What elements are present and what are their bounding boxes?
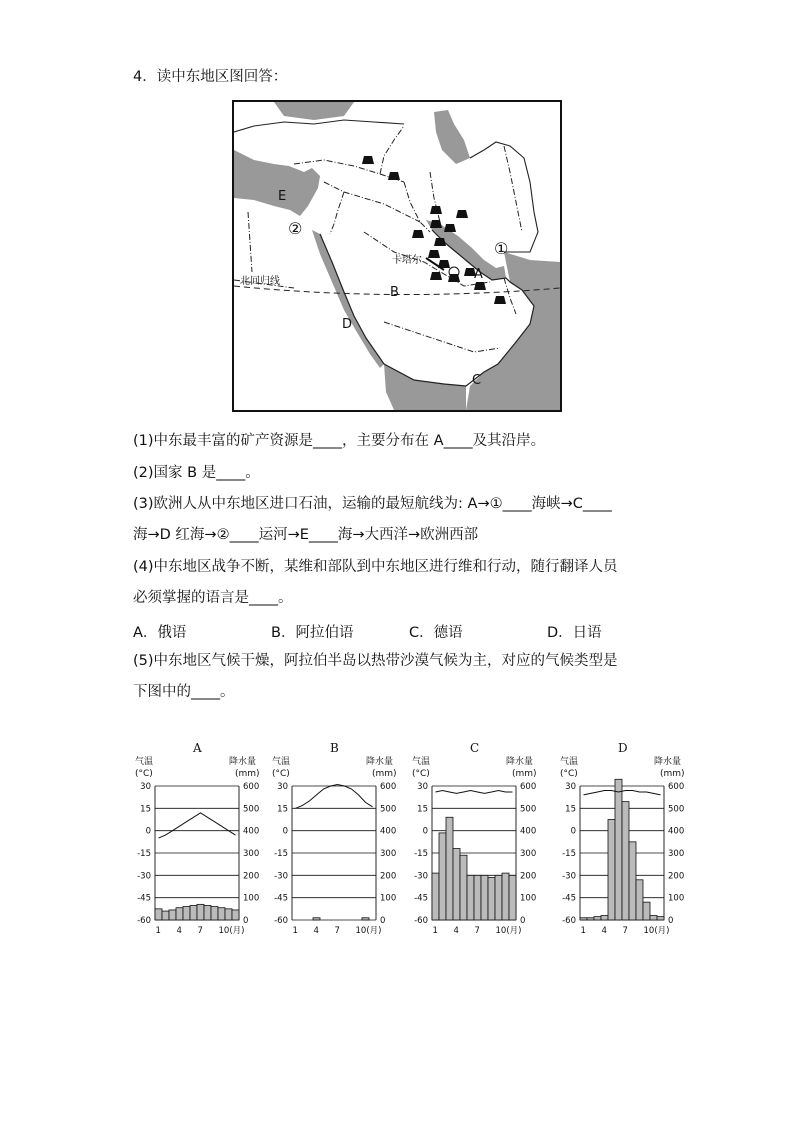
oil-icon <box>494 296 506 304</box>
oil-icon <box>430 206 442 214</box>
precip-bar <box>622 802 629 920</box>
precip-tick-label: 0 <box>243 916 249 926</box>
left-axis-label: 气温 <box>560 757 579 767</box>
month-tick-label: 10(月) <box>643 926 670 936</box>
chart-title: A <box>193 741 202 755</box>
left-axis-unit: (°C) <box>135 769 153 779</box>
temp-tick-label: -30 <box>137 871 151 882</box>
temp-tick-label: -30 <box>414 871 428 882</box>
iran-coast <box>470 142 538 252</box>
precip-bar <box>587 918 594 920</box>
label-circle1: ① <box>494 239 509 258</box>
temperature-line <box>296 785 373 809</box>
oil-icon <box>388 172 400 180</box>
climate-chart-a <box>135 741 260 936</box>
label-d: D <box>342 317 353 332</box>
precip-tick-label: 400 <box>380 826 397 837</box>
oil-icon <box>438 260 450 268</box>
sub-question-3b: 海→D 红海→②____运河→E____海→大西洋→欧洲西部 <box>133 527 479 543</box>
question-title: 4．读中东地区图回答： <box>133 69 288 85</box>
precip-bar <box>190 905 197 920</box>
precip-tick-label: 200 <box>520 871 537 882</box>
precip-bar <box>204 905 211 920</box>
precip-tick-label: 200 <box>380 871 397 882</box>
temp-tick-label: -45 <box>137 893 151 904</box>
right-axis-label: 降水量 <box>654 757 682 767</box>
oil-icon <box>474 282 486 290</box>
precip-tick-label: 300 <box>380 849 397 859</box>
oil-icon <box>430 272 442 280</box>
option-c: C．德语 <box>409 625 463 641</box>
month-tick-label: 1 <box>292 926 298 936</box>
climate-charts <box>0 736 794 946</box>
oil-icon <box>434 238 446 246</box>
precip-bar <box>502 873 509 920</box>
precip-tick-label: 100 <box>520 893 537 904</box>
precip-tick-label: 400 <box>520 826 537 837</box>
temp-tick-label: 30 <box>417 782 428 792</box>
month-tick-label: 7 <box>197 926 203 936</box>
precip-bar <box>643 902 650 920</box>
precip-tick-label: 600 <box>243 782 260 792</box>
chart-title: C <box>470 741 480 755</box>
option-d: D．日语 <box>547 625 602 641</box>
precip-bar <box>446 817 453 920</box>
temp-tick-label: 30 <box>565 782 576 792</box>
precip-bar <box>460 855 467 920</box>
sub-question-5b: 下图中的____。 <box>133 684 235 700</box>
right-axis-unit: (mm) <box>372 769 397 779</box>
precip-bar <box>155 909 162 920</box>
precip-tick-label: 600 <box>380 782 397 792</box>
label-circle2: ② <box>288 219 303 238</box>
precip-bar <box>629 842 636 920</box>
temp-tick-label: 15 <box>417 804 428 815</box>
right-axis-unit: (mm) <box>235 769 260 779</box>
climate-chart-c <box>412 741 537 936</box>
right-axis-unit: (mm) <box>512 769 537 779</box>
climate-chart-d <box>560 741 685 936</box>
month-tick-label: 4 <box>313 926 319 936</box>
label-a: A <box>474 267 483 282</box>
month-tick-label: 4 <box>176 926 182 936</box>
temp-tick-label: -60 <box>562 916 576 926</box>
precip-tick-label: 500 <box>520 804 537 815</box>
precip-bar <box>211 907 218 920</box>
precip-tick-label: 500 <box>668 804 685 815</box>
temp-tick-label: 15 <box>565 804 576 815</box>
label-tropic: 北回归线 <box>240 276 280 287</box>
left-axis-unit: (°C) <box>412 769 430 779</box>
precip-bar <box>615 779 622 920</box>
temp-tick-label: -60 <box>274 916 288 926</box>
left-axis-label: 气温 <box>272 757 291 767</box>
precip-bar <box>183 907 190 920</box>
temp-tick-label: 0 <box>570 826 576 837</box>
oil-icon <box>456 210 468 218</box>
precip-bar <box>176 908 183 920</box>
precip-bar <box>608 820 615 921</box>
precip-bar <box>362 918 369 920</box>
chart-title: B <box>330 741 339 755</box>
borders <box>234 126 522 352</box>
month-tick-label: 4 <box>453 926 459 936</box>
sub-question-5a: (5)中东地区气候干燥，阿拉伯半岛以热带沙漠气候为主，对应的气候类型是 <box>133 653 618 669</box>
temp-tick-label: -30 <box>562 871 576 882</box>
left-axis-unit: (°C) <box>560 769 578 779</box>
precip-bar <box>650 916 657 920</box>
month-tick-label: 10(月) <box>355 926 382 936</box>
chart-title: D <box>618 741 628 755</box>
precip-bar <box>594 917 601 920</box>
month-tick-label: 10(月) <box>218 926 245 936</box>
precip-tick-label: 0 <box>380 916 386 926</box>
month-tick-label: 7 <box>474 926 480 936</box>
temp-tick-label: -15 <box>274 849 288 859</box>
precip-bar <box>636 880 643 920</box>
right-axis-label: 降水量 <box>506 757 534 767</box>
left-axis-label: 气温 <box>412 757 431 767</box>
right-axis-unit: (mm) <box>660 769 685 779</box>
label-b: B <box>390 285 399 300</box>
precip-bar <box>225 909 232 920</box>
precip-bar <box>467 875 474 920</box>
option-a: A．俄语 <box>133 625 187 641</box>
sub-question-2: (2)国家 B 是____。 <box>133 465 260 481</box>
precip-tick-label: 100 <box>380 893 397 904</box>
left-axis-label: 气温 <box>135 757 154 767</box>
month-tick-label: 10(月) <box>495 926 522 936</box>
oil-icon <box>444 224 456 232</box>
precip-tick-label: 600 <box>520 782 537 792</box>
precip-tick-label: 0 <box>520 916 526 926</box>
option-b: B．阿拉伯语 <box>271 625 354 641</box>
temperature-line <box>159 813 236 838</box>
precip-tick-label: 300 <box>243 849 260 859</box>
temp-tick-label: 0 <box>422 826 428 837</box>
temp-tick-label: -60 <box>137 916 151 926</box>
precip-bar <box>453 849 460 920</box>
month-tick-label: 7 <box>334 926 340 936</box>
temp-tick-label: -30 <box>274 871 288 882</box>
turkey-coast <box>234 120 404 132</box>
precip-bar <box>197 904 204 920</box>
temp-tick-label: -15 <box>562 849 576 859</box>
precip-bar <box>232 910 239 920</box>
precip-tick-label: 100 <box>668 893 685 904</box>
precip-bar <box>432 873 439 920</box>
precip-bar <box>488 878 495 920</box>
precip-bar <box>474 875 481 920</box>
month-tick-label: 4 <box>601 926 607 936</box>
sub-question-4a: (4)中东地区战争不断，某维和部队到中东地区进行维和行动，随行翻译人员 <box>133 559 618 575</box>
sub-question-3a: (3)欧洲人从中东地区进口石油，运输的最短航线为: A→①____海峡→C____ <box>133 496 612 512</box>
precip-tick-label: 600 <box>668 782 685 792</box>
month-tick-label: 7 <box>622 926 628 936</box>
temp-tick-label: -15 <box>137 849 151 859</box>
temp-tick-label: -45 <box>414 893 428 904</box>
temp-tick-label: -15 <box>414 849 428 859</box>
right-axis-label: 降水量 <box>229 757 257 767</box>
precip-tick-label: 500 <box>380 804 397 815</box>
label-qatar: 卡塔尔 <box>392 255 422 266</box>
precip-bar <box>495 875 502 920</box>
red-sea <box>312 230 384 368</box>
precip-tick-label: 300 <box>668 849 685 859</box>
oil-icon <box>362 156 374 164</box>
month-tick-label: 1 <box>155 926 161 936</box>
precip-tick-label: 100 <box>243 893 260 904</box>
precip-bar <box>601 916 608 920</box>
oil-icon <box>430 220 442 228</box>
precip-bar <box>657 917 664 920</box>
precip-bar <box>313 918 320 920</box>
precip-tick-label: 0 <box>668 916 674 926</box>
left-axis-unit: (°C) <box>272 769 290 779</box>
precip-tick-label: 400 <box>668 826 685 837</box>
month-tick-label: 1 <box>432 926 438 936</box>
right-axis-label: 降水量 <box>366 757 394 767</box>
precip-tick-label: 500 <box>243 804 260 815</box>
temperature-line <box>436 791 513 794</box>
temp-tick-label: 0 <box>145 826 151 837</box>
temp-tick-label: 30 <box>140 782 151 792</box>
temp-tick-label: 0 <box>282 826 288 837</box>
precip-tick-label: 200 <box>243 871 260 882</box>
temp-tick-label: 30 <box>277 782 288 792</box>
middle-east-map <box>232 100 562 412</box>
precip-bar <box>218 908 225 920</box>
temp-tick-label: 15 <box>140 804 151 815</box>
caspian-sea <box>434 110 470 164</box>
label-e: E <box>278 189 287 204</box>
climate-chart-b <box>272 741 397 936</box>
sub-question-4b: 必须掌握的语言是____。 <box>133 590 293 606</box>
precip-bar <box>162 911 169 920</box>
sub-question-1: (1)中东最丰富的矿产资源是____，主要分布在 A____及其沿岸。 <box>133 433 546 449</box>
temp-tick-label: -45 <box>274 893 288 904</box>
mediterranean-sea <box>234 150 320 216</box>
label-c: C <box>472 373 482 388</box>
precip-bar <box>509 875 516 920</box>
oil-icon <box>428 250 440 258</box>
temp-tick-label: -60 <box>414 916 428 926</box>
precip-bar <box>580 918 587 920</box>
month-tick-label: 1 <box>580 926 586 936</box>
temp-tick-label: -45 <box>562 893 576 904</box>
precip-tick-label: 400 <box>243 826 260 837</box>
precip-bar <box>481 875 488 920</box>
oil-icon <box>412 230 424 238</box>
precip-tick-label: 200 <box>668 871 685 882</box>
precip-bar <box>439 833 446 920</box>
black-sea <box>274 102 354 120</box>
temp-tick-label: 15 <box>277 804 288 815</box>
precip-bar <box>169 910 176 920</box>
map-svg <box>234 102 560 410</box>
precip-tick-label: 300 <box>520 849 537 859</box>
